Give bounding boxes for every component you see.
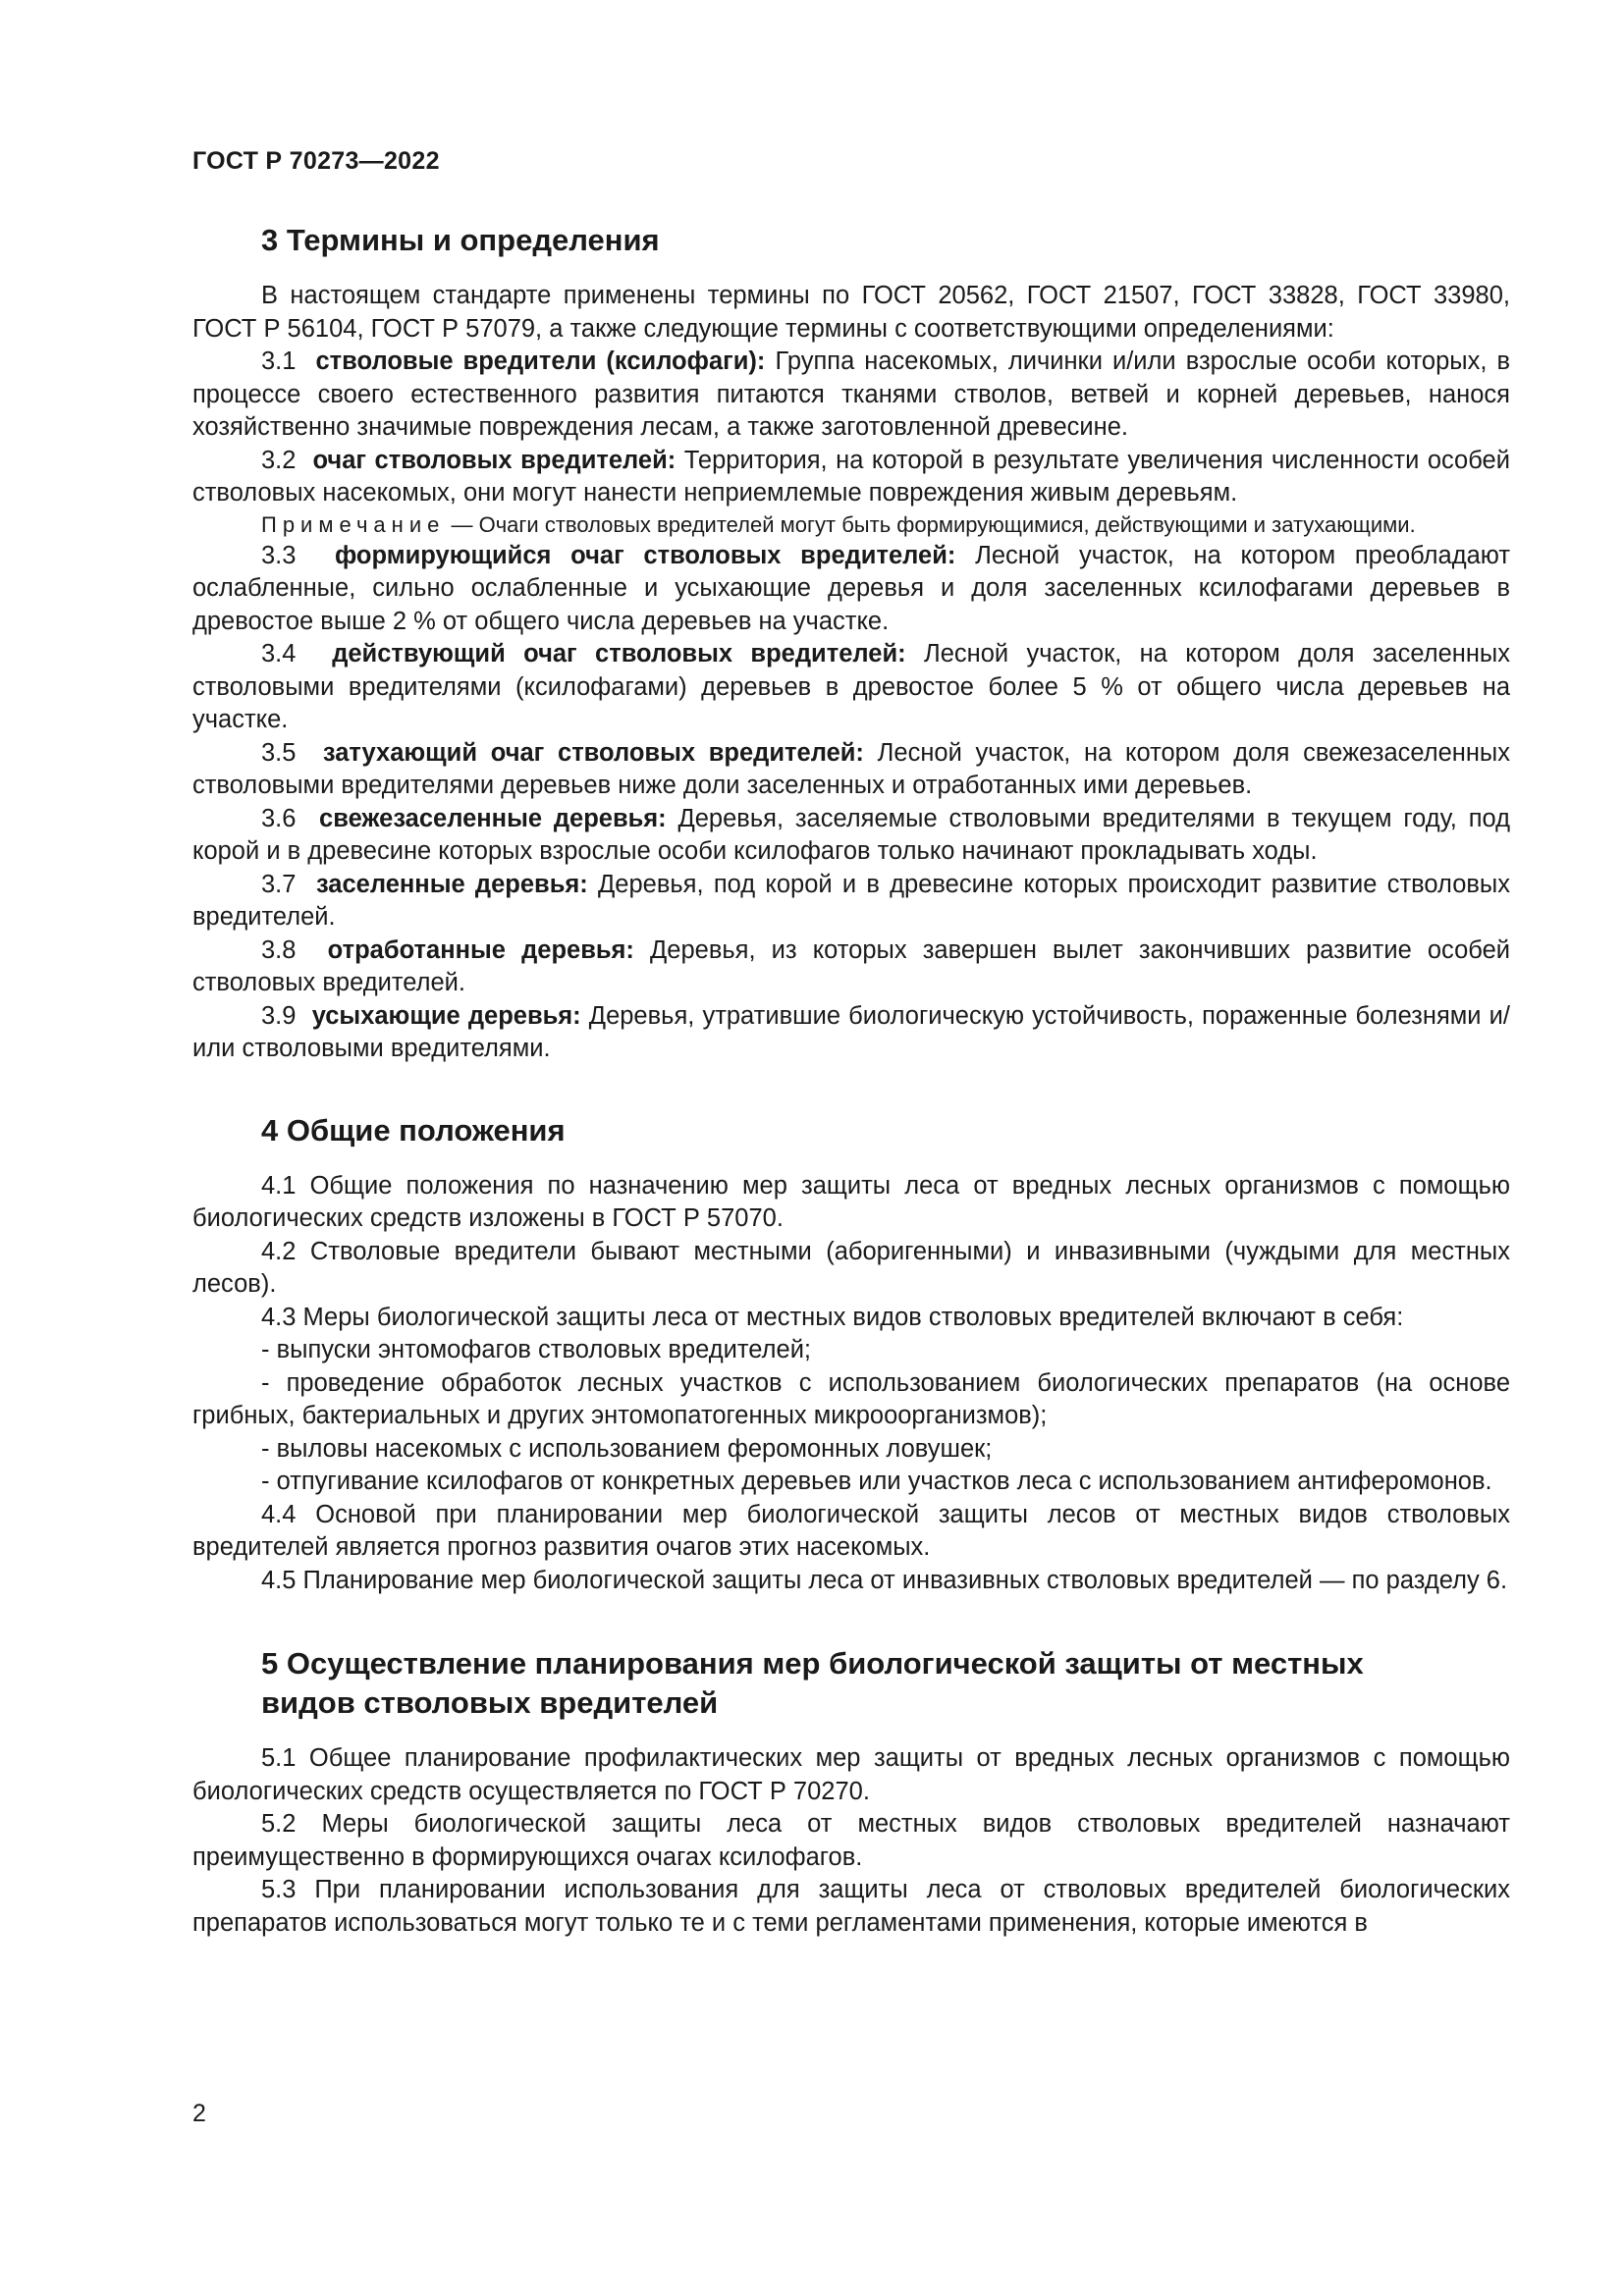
term-text: Деревья, из которых завершен вылет закончивших развитие особей стволовых вредителей.	[192, 935, 1511, 996]
page-number: 2	[192, 2100, 206, 2127]
term-text: Лесной участок, на котором доля свежезаселенных стволовыми вредителями деревьев ниже доли заселенных и отработанных ими деревьев.	[192, 738, 1511, 799]
term-number: 3.8	[261, 935, 297, 964]
note-label: Примечание	[261, 511, 446, 537]
term-text: Лесной участок, на котором доля заселенных стволовыми вредителями (ксилофагами) деревьев в древостое более 5 % от общего числа деревьев на участке.	[192, 640, 1510, 733]
term-definition	[192, 934, 1510, 1000]
term-text: Территория, на которой в результате увеличения численности особей стволовых насекомых, они могут нанести неприемлемые повреждения живым деревьям.	[192, 446, 1510, 507]
term-name: действующий очаг стволовых вредителей:	[332, 640, 906, 667]
term-text: Деревья, под корой и в древесине которых происходит развитие стволовых вредителей.	[192, 870, 1511, 931]
term-name: отработанные деревья:	[327, 935, 634, 964]
term-number: 3.1	[261, 347, 297, 375]
list-item: - отпугивание ксилофагов от конкретных деревьев или участков леса с использованием антиферомонов.	[261, 1468, 1492, 1495]
document-body	[192, 221, 1510, 1940]
term-definition	[192, 803, 1510, 869]
term-name: заселенные деревья:	[315, 870, 588, 898]
term-number: 3.5	[261, 738, 297, 767]
term-definition	[192, 638, 1510, 737]
term-definition	[192, 346, 1510, 445]
list-item: - выловы насекомых с использованием феромонных ловушек;	[261, 1434, 993, 1463]
term-name: затухающий очаг стволовых вредителей:	[322, 738, 864, 767]
term-name: стволовые вредители (ксилофаги):	[315, 347, 766, 375]
list-item: - выпуски энтомофагов стволовых вредителей;	[261, 1336, 812, 1363]
term-definition	[192, 737, 1510, 803]
section-5-title-line-1: 5 Осуществление планирования мер биологической защиты от местных	[261, 1646, 1364, 1681]
note	[192, 510, 1510, 540]
paragraph: 4.2 Стволовые вредители бывают местными (аборигенными) и инвазивными (чуждыми для местных лесов).	[192, 1237, 1510, 1298]
section-5-title	[192, 1644, 1510, 1723]
term-number: 3.6	[261, 804, 297, 832]
term-text: Деревья, заселяемые стволовыми вредителями в текущем году, под корой и в древесине которых взрослые особи ксилофагов только начинают прокладывать ходы.	[192, 804, 1510, 865]
paragraph: 5.1 Общее планирование профилактических мер защиты от вредных лесных организмов с помощью биологических средств осуществляется по ГОСТ Р 70270.	[192, 1744, 1510, 1805]
term-text: Деревья, утратившие биологическую устойчивость, пораженные болезнями и/или стволовыми вредителями.	[192, 1001, 1510, 1062]
term-number: 3.2	[261, 446, 297, 474]
section-4-title: 4 Общие положения	[261, 1112, 566, 1148]
term-name: свежезаселенные деревья:	[319, 804, 667, 832]
term-definition	[192, 869, 1510, 934]
term-number: 3.4	[261, 640, 297, 667]
note-text: — Очаги стволовых вредителей могут быть формирующимися, действующими и затухающими.	[451, 511, 1416, 537]
section-3-intro: В настоящем стандарте применены термины по ГОСТ 20562, ГОСТ 21507, ГОСТ 33828, ГОСТ 33980, ГОСТ Р 56104, ГОСТ Р 57079, а также следующие термины с соответствующими определениями:	[192, 282, 1510, 343]
paragraph: 5.2 Меры биологической защиты леса от местных видов стволовых вредителей назначают преимущественно в формирующихся очагах ксилофагов.	[192, 1810, 1510, 1871]
term-definition	[192, 540, 1510, 639]
term-text: Лесной участок, на котором преобладают ослабленные, сильно ослабленные и усыхающие деревья и доля заселенных ксилофагами деревьев в древостое выше 2 % от общего числа деревьев на участке.	[192, 541, 1511, 635]
section-3-title: 3 Термины и определения	[261, 223, 660, 257]
paragraph: 4.5 Планирование мер биологической защиты леса от инвазивных стволовых вредителей — по разделу 6.	[261, 1566, 1508, 1594]
term-number: 3.3	[261, 541, 297, 569]
term-text: Группа насекомых, личинки и/или взрослые особи которых, в процессе своего естественного развития питаются тканями стволов, ветвей и корней деревьев, нанося хозяйственно значимые повреждения лесам, а также заготовленной древесине.	[192, 347, 1510, 441]
paragraph: 4.4 Основой при планировании мер биологической защиты лесов от местных видов стволовых вредителей является прогноз развития очагов этих насекомых.	[192, 1500, 1510, 1561]
document-header: ГОСТ Р 70273—2022	[192, 147, 440, 175]
section-5-title-line-2: видов стволовых вредителей	[261, 1685, 719, 1720]
paragraph: 5.3 При планировании использования для защиты леса от стволовых вредителей биологических препаратов использоваться могут только те и с теми регламентами применения, которые имеются в	[192, 1876, 1510, 1937]
paragraph: 4.1 Общие положения по назначению мер защиты леса от вредных лесных организмов с помощью биологических средств изложены в ГОСТ Р 57070.	[192, 1171, 1510, 1232]
list-item: - проведение обработок лесных участков с использованием биологических препаратов (на основе грибных, бактериальных и других энтомопатогенных микрооорганизмов);	[192, 1368, 1510, 1429]
term-definition	[192, 1000, 1510, 1066]
term-name: усыхающие деревья:	[311, 1001, 581, 1030]
term-name: формирующийся очаг стволовых вредителей:	[334, 541, 956, 569]
term-number: 3.9	[261, 1001, 297, 1030]
term-number: 3.7	[261, 870, 297, 898]
term-name: очаг стволовых вредителей:	[312, 446, 677, 474]
term-definition	[192, 445, 1510, 510]
paragraph: 4.3 Меры биологической защиты леса от местных видов стволовых вредителей включают в себя:	[261, 1303, 1404, 1331]
